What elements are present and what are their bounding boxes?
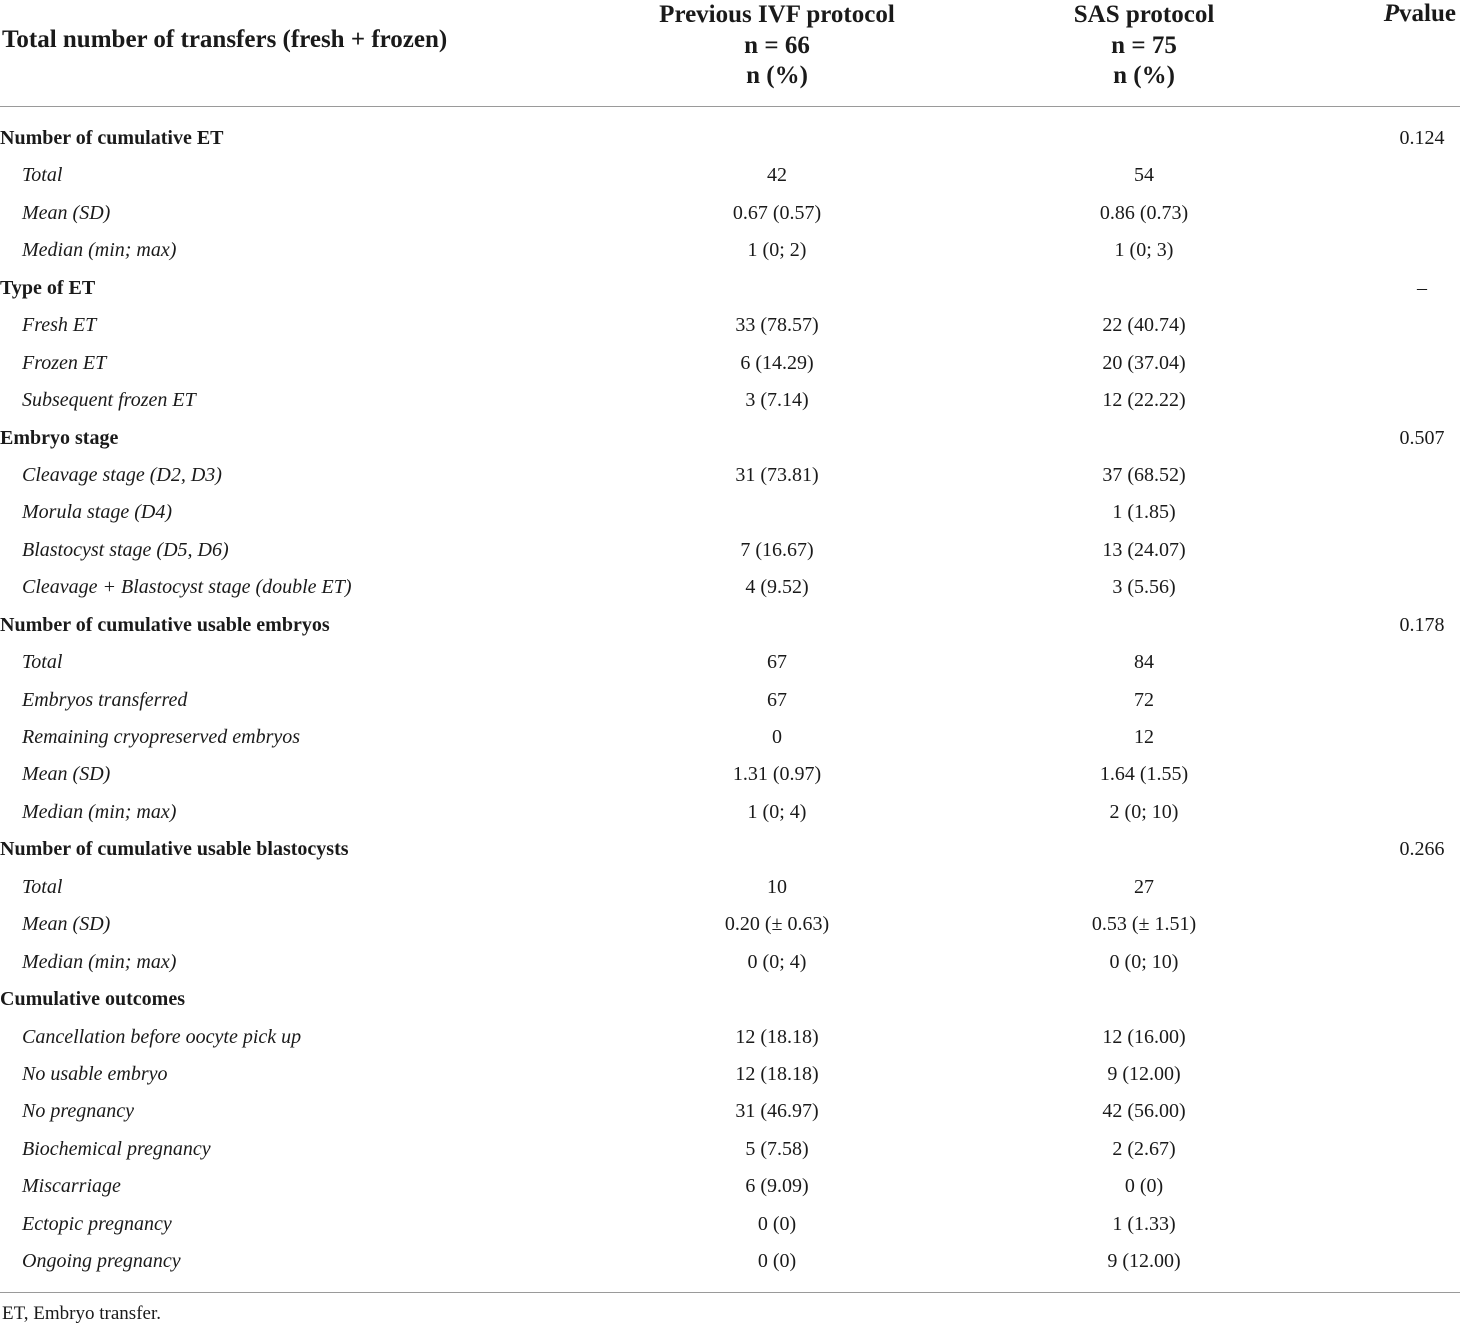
row-label: Mean (SD) bbox=[22, 763, 111, 786]
previous-ivf-value: 67 bbox=[767, 651, 787, 674]
row-label: Total bbox=[22, 164, 63, 187]
previous-ivf-value: 33 (78.57) bbox=[735, 314, 819, 337]
table-row bbox=[0, 944, 1460, 981]
header-previous-ivf bbox=[627, 0, 927, 92]
sas-value: 13 (24.07) bbox=[1102, 538, 1186, 561]
previous-ivf-value: 31 (73.81) bbox=[735, 463, 819, 486]
table-body bbox=[0, 120, 1460, 1281]
row-label: No usable embryo bbox=[22, 1062, 168, 1085]
sas-value: 0.53 (± 1.51) bbox=[1091, 913, 1197, 936]
table-row bbox=[0, 1168, 1460, 1205]
row-label: Number of cumulative usable embryos bbox=[0, 613, 330, 636]
table-row bbox=[0, 1206, 1460, 1243]
sas-value: 42 (56.00) bbox=[1102, 1100, 1186, 1123]
row-label: Subsequent frozen ET bbox=[22, 389, 196, 412]
pvalue: 0.266 bbox=[1399, 838, 1445, 861]
row-label: Cleavage stage (D2, D3) bbox=[22, 463, 222, 486]
table-row bbox=[0, 906, 1460, 943]
table-row bbox=[0, 494, 1460, 531]
table-row bbox=[0, 1019, 1460, 1056]
row-label: Frozen ET bbox=[22, 351, 107, 374]
sas-value: 22 (40.74) bbox=[1102, 314, 1186, 337]
section-row bbox=[0, 420, 1460, 457]
previous-ivf-value: 0 (0) bbox=[757, 1250, 797, 1273]
sas-value: 1 (1.33) bbox=[1112, 1212, 1176, 1235]
table-row bbox=[0, 719, 1460, 756]
row-label: Cleavage + Blastocyst stage (double ET) bbox=[22, 576, 352, 599]
section-row bbox=[0, 120, 1460, 157]
row-label: Blastocyst stage (D5, D6) bbox=[22, 538, 229, 561]
previous-ivf-value: 0 (0) bbox=[757, 1212, 797, 1235]
row-label: Miscarriage bbox=[22, 1175, 121, 1198]
table-footnote: ET, Embryo transfer. bbox=[2, 1303, 161, 1324]
table-row bbox=[0, 457, 1460, 494]
row-label: Embryo stage bbox=[0, 426, 119, 449]
sas-value: 0 (0; 10) bbox=[1109, 950, 1179, 973]
previous-ivf-value: 7 (16.67) bbox=[740, 538, 814, 561]
previous-ivf-value: 6 (9.09) bbox=[745, 1175, 809, 1198]
previous-ivf-value: 4 (9.52) bbox=[745, 576, 809, 599]
previous-ivf-value: 3 (7.14) bbox=[745, 389, 809, 412]
row-label: Total bbox=[22, 651, 63, 674]
table-row bbox=[0, 382, 1460, 419]
header-sas-unit: n (%) bbox=[1113, 62, 1175, 89]
table-row bbox=[0, 232, 1460, 269]
row-label: Remaining cryopreserved embryos bbox=[22, 726, 301, 748]
previous-ivf-value: 1 (0; 4) bbox=[747, 800, 807, 823]
table-row bbox=[0, 1093, 1460, 1130]
header-pvalue bbox=[1384, 0, 1456, 28]
sas-value: 54 bbox=[1134, 164, 1154, 187]
sas-value: 0.86 (0.73) bbox=[1099, 201, 1189, 224]
row-label: Median (min; max) bbox=[22, 950, 177, 973]
table-row bbox=[0, 157, 1460, 194]
section-row bbox=[0, 981, 1460, 1018]
header-sas-title: SAS protocol bbox=[1073, 1, 1215, 28]
table-row bbox=[0, 1243, 1460, 1280]
sas-value: 9 (12.00) bbox=[1107, 1250, 1181, 1273]
table-row bbox=[0, 1056, 1460, 1093]
header-sas-n: n = 75 bbox=[1111, 31, 1177, 59]
sas-value: 3 (5.56) bbox=[1112, 576, 1176, 599]
header-previous-ivf-title: Previous IVF protocol bbox=[659, 1, 895, 28]
row-label: Number of cumulative ET bbox=[0, 127, 224, 149]
header-pvalue-rest: value bbox=[1399, 0, 1456, 27]
pvalue: 0.178 bbox=[1399, 613, 1445, 636]
row-label: Total bbox=[22, 875, 63, 898]
header-sas bbox=[994, 0, 1294, 92]
table-row bbox=[0, 345, 1460, 382]
sas-value: 20 (37.04) bbox=[1102, 351, 1186, 374]
sas-value: 2 (2.67) bbox=[1112, 1137, 1176, 1160]
row-label: Fresh ET bbox=[22, 314, 97, 337]
table-row bbox=[0, 1131, 1460, 1168]
header-previous-ivf-unit: n (%) bbox=[746, 62, 808, 89]
row-label: Median (min; max) bbox=[22, 239, 177, 262]
sas-value: 12 (16.00) bbox=[1102, 1025, 1186, 1048]
section-row bbox=[0, 270, 1460, 307]
previous-ivf-value: 0 bbox=[772, 726, 782, 748]
previous-ivf-value: 6 (14.29) bbox=[740, 351, 814, 374]
row-label: Cumulative outcomes bbox=[0, 988, 185, 1011]
sas-value: 84 bbox=[1134, 651, 1154, 674]
row-label: Ectopic pregnancy bbox=[22, 1212, 172, 1235]
header-row-label: Total number of transfers (fresh + frozen) bbox=[2, 26, 448, 53]
row-label: Number of cumulative usable blastocysts bbox=[0, 838, 349, 861]
section-row bbox=[0, 607, 1460, 644]
header-rule bbox=[0, 106, 1460, 107]
row-label: Mean (SD) bbox=[22, 913, 111, 936]
table-row bbox=[0, 644, 1460, 681]
table-row bbox=[0, 307, 1460, 344]
previous-ivf-value: 1.31 (0.97) bbox=[732, 763, 822, 786]
previous-ivf-value: 5 (7.58) bbox=[745, 1137, 809, 1160]
pvalue: 0.507 bbox=[1399, 426, 1445, 449]
table-row bbox=[0, 532, 1460, 569]
previous-ivf-value: 42 bbox=[767, 164, 787, 187]
row-label: Type of ET bbox=[0, 276, 96, 299]
header-pvalue-p: P bbox=[1383, 0, 1400, 27]
table-row bbox=[0, 756, 1460, 793]
table-row bbox=[0, 794, 1460, 831]
table-header bbox=[0, 0, 1460, 106]
sas-value: 2 (0; 10) bbox=[1109, 800, 1179, 823]
table-row bbox=[0, 869, 1460, 906]
pvalue: 0.124 bbox=[1399, 127, 1445, 149]
row-label: Cancellation before oocyte pick up bbox=[22, 1025, 302, 1048]
table-row bbox=[0, 682, 1460, 719]
row-label: Embryos transferred bbox=[22, 688, 188, 711]
sas-value: 27 bbox=[1134, 875, 1154, 898]
pvalue: – bbox=[1417, 276, 1427, 299]
previous-ivf-value: 0.20 (± 0.63) bbox=[724, 913, 830, 936]
row-label: Biochemical pregnancy bbox=[22, 1137, 211, 1160]
previous-ivf-value: 0.67 (0.57) bbox=[732, 201, 822, 224]
header-previous-ivf-n: n = 66 bbox=[744, 31, 810, 59]
row-label: No pregnancy bbox=[22, 1100, 135, 1123]
row-label: Median (min; max) bbox=[22, 800, 177, 823]
previous-ivf-value: 67 bbox=[767, 688, 787, 711]
sas-value: 1.64 (1.55) bbox=[1099, 763, 1189, 786]
previous-ivf-value: 31 (46.97) bbox=[735, 1100, 819, 1123]
section-row bbox=[0, 831, 1460, 868]
previous-ivf-value: 12 (18.18) bbox=[735, 1025, 819, 1048]
row-label: Morula stage (D4) bbox=[22, 501, 172, 524]
sas-value: 37 (68.52) bbox=[1102, 463, 1186, 486]
previous-ivf-value: 1 (0; 2) bbox=[747, 239, 807, 262]
sas-value: 0 (0) bbox=[1124, 1175, 1164, 1198]
previous-ivf-value: 12 (18.18) bbox=[735, 1062, 819, 1085]
row-label: Mean (SD) bbox=[22, 201, 111, 224]
sas-value: 12 (22.22) bbox=[1102, 389, 1186, 412]
sas-value: 1 (1.85) bbox=[1112, 501, 1176, 524]
sas-value: 72 bbox=[1134, 688, 1154, 711]
previous-ivf-value: 0 (0; 4) bbox=[747, 950, 807, 973]
sas-value: 12 bbox=[1134, 726, 1154, 748]
sas-value: 1 (0; 3) bbox=[1114, 239, 1174, 262]
table-row bbox=[0, 195, 1460, 232]
sas-value: 9 (12.00) bbox=[1107, 1062, 1181, 1085]
table-row bbox=[0, 569, 1460, 606]
previous-ivf-value: 10 bbox=[767, 875, 787, 898]
row-label: Ongoing pregnancy bbox=[22, 1250, 181, 1273]
bottom-rule bbox=[0, 1292, 1460, 1293]
